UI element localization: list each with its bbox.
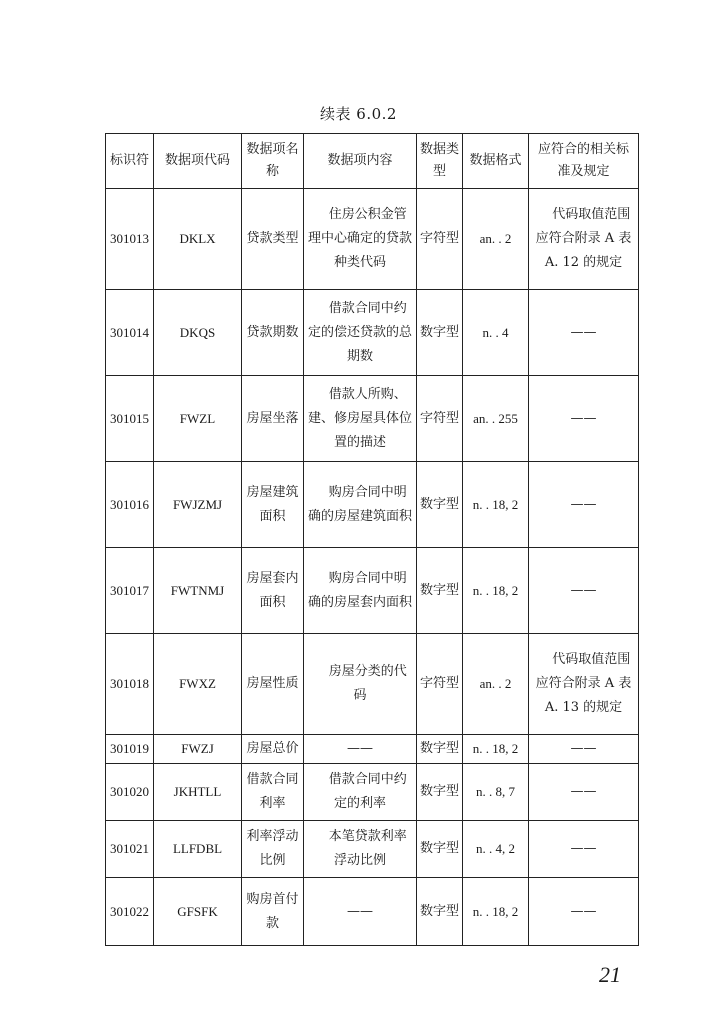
table-caption: 续表 6.0.2 (320, 105, 397, 123)
page-number: 21 (599, 962, 621, 987)
cell-format: an. . 2 (463, 189, 529, 290)
cell-id: 301013 (106, 189, 154, 290)
cell-standard: 代码取值范围应符合附录 A 表 A. 12 的规定 (529, 189, 639, 290)
header-type: 数据类型 (417, 134, 463, 189)
cell-content: 本笔贷款利率浮动比例 (304, 821, 417, 878)
cell-name: 贷款期数 (242, 290, 304, 376)
cell-content: 借款合同中约定的偿还贷款的总期数 (304, 290, 417, 376)
cell-standard: —— (529, 376, 639, 462)
cell-format: n. . 4, 2 (463, 821, 529, 878)
cell-type: 数字型 (417, 290, 463, 376)
cell-type: 数字型 (417, 821, 463, 878)
cell-id: 301016 (106, 462, 154, 548)
cell-format: n. . 8, 7 (463, 764, 529, 821)
cell-standard: —— (529, 462, 639, 548)
cell-type: 数字型 (417, 548, 463, 634)
cell-id: 301020 (106, 764, 154, 821)
header-row (106, 134, 639, 189)
cell-name: 借款合同利率 (242, 764, 304, 821)
cell-standard: —— (529, 878, 639, 946)
table-row (106, 189, 639, 290)
cell-type: 数字型 (417, 764, 463, 821)
cell-content: 房屋分类的代码 (304, 634, 417, 735)
cell-content: 购房合同中明确的房屋建筑面积 (304, 462, 417, 548)
cell-type: 字符型 (417, 189, 463, 290)
cell-format: n. . 18, 2 (463, 462, 529, 548)
cell-code: FWZJ (154, 735, 242, 764)
cell-code: FWJZMJ (154, 462, 242, 548)
cell-type: 字符型 (417, 376, 463, 462)
cell-content: —— (304, 878, 417, 946)
cell-standard: 代码取值范围应符合附录 A 表 A. 13 的规定 (529, 634, 639, 735)
cell-id: 301018 (106, 634, 154, 735)
cell-code: FWZL (154, 376, 242, 462)
header-format: 数据格式 (463, 134, 529, 189)
cell-name: 购房首付款 (242, 878, 304, 946)
cell-code: FWTNMJ (154, 548, 242, 634)
table-row (106, 462, 639, 548)
table-row (106, 878, 639, 946)
header-id: 标识符 (106, 134, 154, 189)
cell-id: 301017 (106, 548, 154, 634)
cell-format: n. . 4 (463, 290, 529, 376)
cell-id: 301021 (106, 821, 154, 878)
table-row (106, 764, 639, 821)
header-standard: 应符合的相关标准及规定 (529, 134, 639, 189)
cell-format: an. . 255 (463, 376, 529, 462)
cell-format: n. . 18, 2 (463, 735, 529, 764)
table-row (106, 735, 639, 764)
cell-standard: —— (529, 290, 639, 376)
cell-code: DKLX (154, 189, 242, 290)
cell-name: 利率浮动比例 (242, 821, 304, 878)
cell-name: 房屋性质 (242, 634, 304, 735)
cell-code: LLFDBL (154, 821, 242, 878)
cell-content: 住房公积金管理中心确定的贷款种类代码 (304, 189, 417, 290)
cell-standard: —— (529, 548, 639, 634)
cell-type: 数字型 (417, 735, 463, 764)
cell-name: 贷款类型 (242, 189, 304, 290)
cell-id: 301022 (106, 878, 154, 946)
cell-content: —— (304, 735, 417, 764)
table-row (106, 548, 639, 634)
cell-standard: —— (529, 764, 639, 821)
cell-content: 借款人所购、建、修房屋具体位置的描述 (304, 376, 417, 462)
cell-name: 房屋建筑面积 (242, 462, 304, 548)
cell-type: 字符型 (417, 634, 463, 735)
cell-type: 数字型 (417, 878, 463, 946)
cell-standard: —— (529, 821, 639, 878)
table-row (106, 290, 639, 376)
cell-code: JKHTLL (154, 764, 242, 821)
cell-code: DKQS (154, 290, 242, 376)
cell-code: FWXZ (154, 634, 242, 735)
header-content: 数据项内容 (304, 134, 417, 189)
table-row (106, 376, 639, 462)
data-spec-table (105, 133, 639, 946)
cell-id: 301019 (106, 735, 154, 764)
cell-name: 房屋套内面积 (242, 548, 304, 634)
cell-id: 301015 (106, 376, 154, 462)
cell-id: 301014 (106, 290, 154, 376)
cell-standard: —— (529, 735, 639, 764)
cell-content: 借款合同中约定的利率 (304, 764, 417, 821)
cell-code: GFSFK (154, 878, 242, 946)
table-row (106, 821, 639, 878)
cell-name: 房屋总价 (242, 735, 304, 764)
cell-name: 房屋坐落 (242, 376, 304, 462)
table-row (106, 634, 639, 735)
header-name: 数据项名称 (242, 134, 304, 189)
cell-format: an. . 2 (463, 634, 529, 735)
header-code: 数据项代码 (154, 134, 242, 189)
cell-type: 数字型 (417, 462, 463, 548)
cell-content: 购房合同中明确的房屋套内面积 (304, 548, 417, 634)
cell-format: n. . 18, 2 (463, 878, 529, 946)
cell-format: n. . 18, 2 (463, 548, 529, 634)
